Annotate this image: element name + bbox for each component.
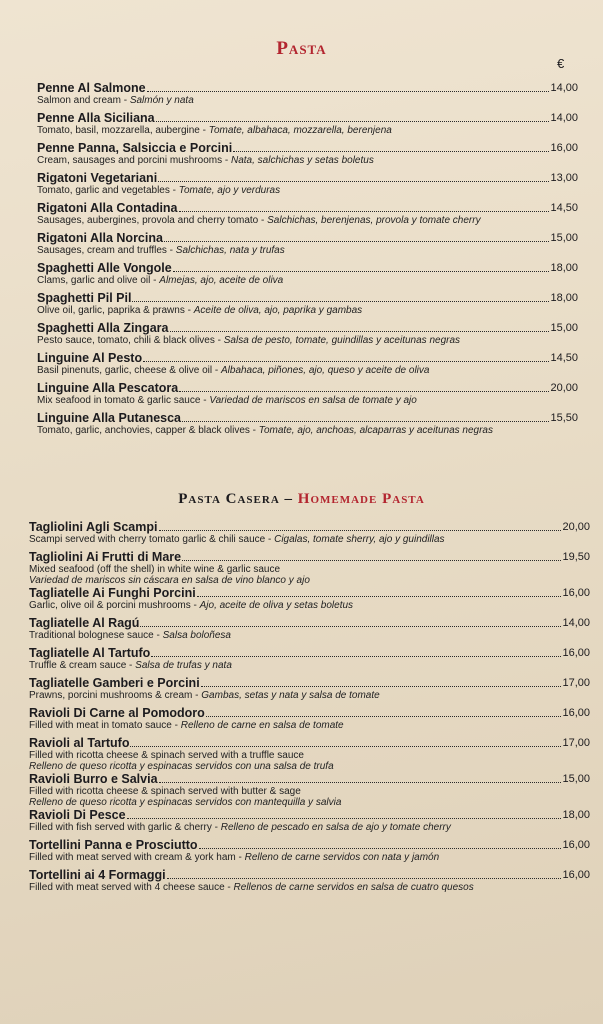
menu-item: [29, 837, 590, 867]
dish-description-es: Salsa boloñesa: [162, 630, 231, 641]
dish-name: Rigatoni Alla Norcina: [37, 231, 163, 245]
dish-name: Ravioli Burro e Salvia: [29, 772, 158, 786]
menu-item-row: [29, 867, 590, 882]
dish-description: [37, 425, 578, 436]
description-separator: -: [200, 395, 210, 406]
dish-description: [37, 305, 578, 316]
dish-name: Linguine Al Pesto: [37, 351, 143, 365]
description-separator: -: [265, 534, 275, 545]
dot-leader: [158, 181, 549, 182]
dish-description-es: Variedad de mariscos en salsa de tomate y ajo: [209, 395, 417, 406]
dish-price: 18,00: [562, 809, 590, 821]
dish-name: Spaghetti Pil Pil: [37, 291, 132, 305]
menu-item-row: [37, 290, 578, 305]
heading-homemade-label: Homemade Pasta: [297, 491, 425, 507]
dish-name: Spaghetti Alle Vongole: [37, 261, 172, 275]
menu-item: [37, 350, 578, 380]
menu-item-row: [29, 645, 590, 660]
menu-item: [37, 230, 578, 260]
menu-item-row: [37, 350, 578, 365]
menu-item-row: [37, 230, 578, 245]
dish-price: 14,00: [562, 617, 590, 629]
dot-leader: [140, 626, 561, 627]
dish-name: Linguine Alla Pescatora: [37, 381, 179, 395]
dish-name: Tortellini ai 4 Formaggi: [29, 868, 166, 882]
dish-name: Linguine Alla Putanesca: [37, 411, 182, 425]
menu-item: [29, 549, 590, 585]
dot-leader: [151, 656, 561, 657]
dish-description: [29, 630, 590, 641]
dish-description: [37, 245, 578, 256]
dish-description: [37, 95, 578, 106]
dish-price: 18,00: [550, 292, 578, 304]
description-separator: -: [235, 852, 245, 863]
description-separator: -: [153, 630, 163, 641]
dish-name: Ravioli Di Pesce: [29, 808, 126, 822]
pasta-list: [0, 80, 603, 440]
menu-item-row: [29, 549, 590, 564]
menu-item: [29, 615, 590, 645]
dish-description-es: Relleno de carne en salsa de tomate: [180, 720, 344, 731]
dot-leader: [182, 421, 549, 422]
dot-leader: [182, 560, 561, 561]
dish-description-es: Relleno de pescado en salsa de ajo y tomate cherry: [220, 822, 451, 833]
dish-price: 17,00: [562, 737, 590, 749]
dish-description-es: Relleno de queso ricotta y espinacas servidos con una salsa de trufa: [29, 761, 334, 772]
dish-price: 16,00: [562, 839, 590, 851]
dish-description-en: Sausages, cream and truffles: [37, 245, 167, 256]
dot-leader: [201, 686, 562, 687]
dish-description: [37, 335, 578, 346]
menu-item-row: [29, 837, 590, 852]
menu-item-row: [37, 80, 578, 95]
dish-description: [29, 720, 590, 731]
dish-description: [37, 185, 578, 196]
dish-description-es: Albahaca, piñones, ajo, queso y aceite de oliva: [220, 365, 430, 376]
dot-leader: [173, 271, 550, 272]
dish-description-es: Tomate, albahaca, mozzarella, berenjena: [208, 125, 392, 136]
dish-description-en: Tomato, garlic and vegetables: [37, 185, 170, 196]
menu-item-row: [29, 519, 590, 534]
menu-item-row: [29, 675, 590, 690]
dish-price: 14,50: [550, 352, 578, 364]
menu-item: [37, 80, 578, 110]
dish-description-en: Olive oil, garlic, paprika & prawns: [37, 305, 185, 316]
dish-price: 16,00: [562, 869, 590, 881]
dot-leader: [143, 361, 549, 362]
description-separator: -: [171, 720, 181, 731]
menu-item-row: [37, 410, 578, 425]
description-separator: -: [224, 882, 234, 893]
menu-item: [29, 585, 590, 615]
dish-price: 14,00: [550, 112, 578, 124]
description-separator: -: [184, 305, 194, 316]
dish-name: Tagliatelle Al Ragú: [29, 616, 140, 630]
dish-price: 15,00: [562, 773, 590, 785]
dish-description-en: Filled with fish served with garlic & cherry: [29, 822, 212, 833]
menu-item: [37, 380, 578, 410]
description-separator: -: [212, 365, 221, 376]
dish-description-en: Truffle & cream sauce: [29, 660, 127, 671]
dish-name: Ravioli al Tartufo: [29, 736, 130, 750]
dot-leader: [164, 241, 550, 242]
dish-price: 20,00: [562, 521, 590, 533]
menu-item-row: [37, 380, 578, 395]
dot-leader: [147, 91, 550, 92]
dish-price: 16,00: [550, 142, 578, 154]
description-separator: -: [222, 155, 231, 166]
dish-description-en: Mix seafood in tomato & garlic sauce: [37, 395, 201, 406]
menu-item: [29, 735, 590, 771]
dish-description: [29, 600, 590, 611]
dot-leader: [159, 530, 562, 531]
dish-price: 16,00: [562, 647, 590, 659]
dish-name: Spaghetti Alla Zingara: [37, 321, 169, 335]
menu-item: [37, 170, 578, 200]
dish-description-en: Garlic, olive oil & porcini mushrooms: [29, 600, 191, 611]
dish-description-es: Salsa de trufas y nata: [135, 660, 232, 671]
dish-description-en: Filled with ricotta cheese & spinach served with butter & sage: [29, 786, 301, 797]
dish-name: Tagliolini Agli Scampi: [29, 520, 158, 534]
dish-description-en: Filled with meat served with 4 cheese sauce: [29, 882, 225, 893]
dish-description: [29, 882, 590, 893]
dish-description-es: Nata, salchichas y setas boletus: [230, 155, 374, 166]
menu-item-row: [29, 807, 590, 822]
dot-leader: [130, 746, 561, 747]
menu-item: [29, 645, 590, 675]
dot-leader: [179, 211, 550, 212]
menu-item-row: [37, 320, 578, 335]
dish-description-es: Tomate, ajo, anchoas, alcaparras y aceitunas negras: [258, 425, 493, 436]
description-separator: -: [190, 600, 200, 611]
description-separator: -: [169, 185, 179, 196]
dish-description: [37, 275, 578, 286]
heading-casera-label: Pasta Casera –: [178, 491, 294, 507]
dish-description-es: Salchichas, berenjenas, provola y tomate cherry: [267, 215, 481, 226]
menu-item-row: [37, 170, 578, 185]
menu-item-row: [29, 771, 590, 786]
description-separator: -: [192, 690, 202, 701]
dish-name: Tagliolini Ai Frutti di Mare: [29, 550, 182, 564]
menu-item-row: [37, 260, 578, 275]
dish-price: 14,00: [550, 82, 578, 94]
menu-item-row: [29, 615, 590, 630]
dot-leader: [206, 716, 562, 717]
dish-name: Tagliatelle Al Tartufo: [29, 646, 151, 660]
dish-price: 14,50: [550, 202, 578, 214]
dot-leader: [132, 301, 549, 302]
dish-description-en: Traditional bolognese sauce: [29, 630, 154, 641]
section-heading-pasta: Pasta: [276, 38, 327, 59]
menu-item: [37, 110, 578, 140]
dish-name: Penne Panna, Salsiccia e Porcini: [37, 141, 233, 155]
menu-item: [37, 410, 578, 440]
dish-description: [37, 155, 578, 166]
dish-name: Penne Al Salmone: [37, 81, 146, 95]
dish-price: 16,00: [562, 587, 590, 599]
dot-leader: [167, 878, 562, 879]
dish-description-en: Filled with ricotta cheese & spinach served with a truffle sauce: [29, 750, 304, 761]
dish-price: 19,50: [562, 551, 590, 563]
dish-price: 20,00: [550, 382, 578, 394]
dish-price: 13,00: [550, 172, 578, 184]
dish-description: [37, 215, 578, 226]
dish-description-es: Salmón y nata: [129, 95, 194, 106]
description-separator: -: [150, 275, 160, 286]
section-heading-homemade: [0, 491, 603, 508]
dish-description-en: Mixed seafood (off the shell) in white wine & garlic sauce: [29, 564, 281, 575]
dish-description-en: Filled with meat served with cream & york ham: [29, 852, 236, 863]
description-separator: -: [199, 125, 209, 136]
dish-description: [37, 395, 578, 406]
menu-item-row: [29, 585, 590, 600]
dish-price: 17,00: [562, 677, 590, 689]
dish-price: 18,00: [550, 262, 578, 274]
dot-leader: [159, 782, 562, 783]
dish-description: [29, 822, 590, 833]
dish-price: 15,00: [550, 322, 578, 334]
dish-price: 15,00: [550, 232, 578, 244]
dish-description-en: Tomato, basil, mozzarella, aubergine: [37, 125, 200, 136]
homemade-pasta-list: [0, 519, 603, 897]
description-separator: -: [166, 245, 176, 256]
dish-description-es: Aceite de oliva, ajo, paprika y gambas: [193, 305, 363, 316]
description-separator: -: [249, 425, 259, 436]
dish-description-en: Filled with meat in tomato sauce: [29, 720, 172, 731]
dish-description: [29, 690, 590, 701]
menu-item: [29, 771, 590, 807]
menu-item: [37, 290, 578, 320]
dot-leader: [127, 818, 562, 819]
menu-item-row: [29, 735, 590, 750]
dot-leader: [197, 596, 562, 597]
dish-description-es: Salsa de pesto, tomate, guindillas y aceitunas negras: [223, 335, 461, 346]
dish-description-es: Tomate, ajo y verduras: [178, 185, 281, 196]
dot-leader: [199, 848, 562, 849]
dish-description-es: Ajo, aceite de oliva y setas boletus: [199, 600, 354, 611]
dish-name: Penne Alla Siciliana: [37, 111, 155, 125]
dish-description-en: Scampi served with cherry tomato garlic & chili sauce: [29, 534, 266, 545]
dish-description-en: Prawns, porcini mushrooms & cream: [29, 690, 193, 701]
menu-item-row: [37, 110, 578, 125]
dish-description-en: Sausages, aubergines, provola and cherry tomato: [37, 215, 259, 226]
dish-description-en: Tomato, garlic, anchovies, capper & black olives: [37, 425, 250, 436]
dish-description: [37, 125, 578, 136]
menu-item: [29, 867, 590, 897]
dot-leader: [170, 331, 550, 332]
dot-leader: [179, 391, 549, 392]
dish-description-es: Salchichas, nata y trufas: [175, 245, 285, 256]
dish-description-es: Almejas, ajo, aceite de oliva: [159, 275, 284, 286]
description-separator: -: [214, 335, 224, 346]
dish-description-es: Rellenos de carne servidos en salsa de cuatro quesos: [233, 882, 474, 893]
dish-description: [37, 365, 578, 376]
menu-item: [37, 140, 578, 170]
dish-name: Ravioli Di Carne al Pomodoro: [29, 706, 205, 720]
menu-item: [29, 705, 590, 735]
menu-item: [29, 519, 590, 549]
menu-item: [29, 675, 590, 705]
menu-item-row: [37, 140, 578, 155]
description-separator: -: [126, 660, 136, 671]
menu-item: [37, 200, 578, 230]
dish-description-es: Gambas, setas y nata y salsa de tomate: [201, 690, 380, 701]
dot-leader: [156, 121, 550, 122]
dish-description-en: Clams, garlic and olive oil: [37, 275, 151, 286]
dish-description-es: Cigalas, tomate sherry, ajo y guindillas: [274, 534, 445, 545]
dish-description-en: Salmon and cream: [37, 95, 121, 106]
menu-item-row: [29, 705, 590, 720]
dish-name: Tortellini Panna e Prosciutto: [29, 838, 198, 852]
dish-name: Rigatoni Vegetariani: [37, 171, 158, 185]
description-separator: -: [211, 822, 221, 833]
menu-item: [29, 807, 590, 837]
dish-name: Rigatoni Alla Contadina: [37, 201, 178, 215]
dish-description-en: Pesto sauce, tomato, chili & black olives: [37, 335, 215, 346]
dish-description: [29, 660, 590, 671]
dish-description: [29, 852, 590, 863]
dot-leader: [233, 151, 549, 152]
description-separator: -: [258, 215, 268, 226]
dish-description-es: Relleno de carne servidos con nata y jamón: [244, 852, 440, 863]
dish-name: Tagliatelle Gamberi e Porcini: [29, 676, 200, 690]
menu-item-row: [37, 200, 578, 215]
dish-description-es: Variedad de mariscos sin cáscara en salsa de vino blanco y ajo: [29, 575, 310, 586]
dish-description-en: Basil pinenuts, garlic, cheese & olive oil: [37, 365, 213, 376]
menu-item: [37, 260, 578, 290]
dish-price: 16,00: [562, 707, 590, 719]
dish-description-es: Relleno de queso ricotta y espinacas servidos con mantequilla y salvia: [29, 797, 342, 808]
dish-price: 15,50: [550, 412, 578, 424]
dish-description: [29, 534, 590, 545]
dish-description-en: Cream, sausages and porcini mushrooms: [37, 155, 223, 166]
dish-name: Tagliatelle Ai Funghi Porcini: [29, 586, 196, 600]
currency-symbol: €: [557, 56, 565, 71]
description-separator: -: [120, 95, 130, 106]
menu-item: [37, 320, 578, 350]
